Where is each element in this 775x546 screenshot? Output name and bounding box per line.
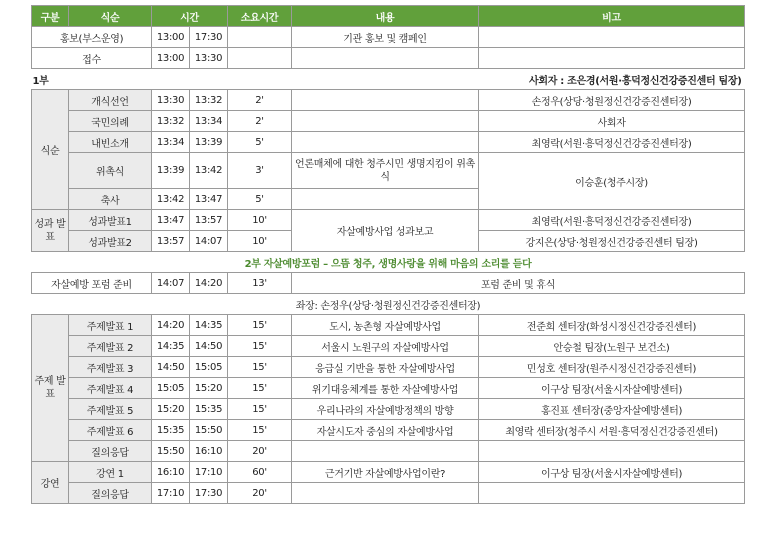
- start-time: 17:10: [152, 483, 190, 504]
- note-cell: 사회자: [479, 111, 745, 132]
- content-cell: [292, 111, 479, 132]
- row-label: 접수: [32, 48, 152, 69]
- header-row: [32, 6, 745, 27]
- content-cell: 언론매체에 대한 청주시민 생명지킴이 위촉식: [292, 153, 479, 189]
- table-row: [32, 210, 745, 231]
- duration-cell: [228, 48, 292, 69]
- content-cell: 서울시 노원구의 자살예방사업: [292, 336, 479, 357]
- start-time: 15:05: [152, 378, 190, 399]
- duration-cell: 2': [228, 90, 292, 111]
- content-cell: 자살예방사업 성과보고: [292, 210, 479, 252]
- end-time: 13:57: [190, 210, 228, 231]
- table-row: [32, 483, 745, 504]
- header-content: 내용: [292, 6, 479, 27]
- content-cell: [292, 483, 479, 504]
- part1-label: 1부: [32, 69, 152, 90]
- header-time: 시간: [152, 6, 228, 27]
- end-time: 14:35: [190, 315, 228, 336]
- row-label: 자살예방 포럼 준비: [32, 273, 152, 294]
- item-cell: 위촉식: [69, 153, 152, 189]
- duration-cell: 10': [228, 231, 292, 252]
- duration-cell: 20': [228, 441, 292, 462]
- start-time: 14:07: [152, 273, 190, 294]
- end-time: 13:42: [190, 153, 228, 189]
- table-row: [32, 48, 745, 69]
- part1-moderator: 사회자 : 조은경(서원·흥덕정신건강증진센터 팀장): [152, 69, 745, 90]
- note-cell: 최영락(서원·흥덕정신건강증진센터장): [479, 132, 745, 153]
- item-cell: 내빈소개: [69, 132, 152, 153]
- item-cell: 질의응답: [69, 483, 152, 504]
- start-time: 13:32: [152, 111, 190, 132]
- end-time: 17:10: [190, 462, 228, 483]
- item-cell: 성과발표1: [69, 210, 152, 231]
- content-cell: 포럼 준비 및 휴식: [292, 273, 745, 294]
- start-time: 13:30: [152, 90, 190, 111]
- item-cell: 주제발표 3: [69, 357, 152, 378]
- start-time: 14:35: [152, 336, 190, 357]
- start-time: 13:00: [152, 48, 190, 69]
- table-row: [32, 378, 745, 399]
- note-cell: [479, 48, 745, 69]
- item-cell: 강연 1: [69, 462, 152, 483]
- end-time: 15:35: [190, 399, 228, 420]
- note-cell: 이구상 팀장(서울시자살예방센터): [479, 378, 745, 399]
- note-cell: 이구상 팀장(서울시자살예방센터): [479, 462, 745, 483]
- start-time: 15:35: [152, 420, 190, 441]
- item-cell: 축사: [69, 189, 152, 210]
- end-time: 13:32: [190, 90, 228, 111]
- header-duration: 소요시간: [228, 6, 292, 27]
- table-row: [32, 357, 745, 378]
- table-row: [32, 153, 745, 189]
- content-cell: 자살시도자 중심의 자살예방사업: [292, 420, 479, 441]
- end-time: 17:30: [190, 483, 228, 504]
- content-cell: [292, 441, 479, 462]
- table-row: [32, 441, 745, 462]
- note-cell: 최영락(서원·흥덕정신건강증진센터장): [479, 210, 745, 231]
- note-cell: 손정우(상당·청원정신건강증진센터장): [479, 90, 745, 111]
- note-cell: 이승훈(청주시장): [479, 153, 745, 210]
- duration-cell: 13': [228, 273, 292, 294]
- table-row: [32, 315, 745, 336]
- part1-header-row: [32, 69, 745, 90]
- start-time: 13:00: [152, 27, 190, 48]
- content-cell: 도시, 농촌형 자살예방사업: [292, 315, 479, 336]
- duration-cell: 10': [228, 210, 292, 231]
- item-cell: 국민의례: [69, 111, 152, 132]
- start-time: 13:47: [152, 210, 190, 231]
- table-row: [32, 420, 745, 441]
- end-time: 13:39: [190, 132, 228, 153]
- end-time: 13:30: [190, 48, 228, 69]
- table-row: [32, 273, 745, 294]
- start-time: 14:20: [152, 315, 190, 336]
- end-time: 15:05: [190, 357, 228, 378]
- row-label: 홍보(부스운영): [32, 27, 152, 48]
- duration-cell: 15': [228, 420, 292, 441]
- start-time: 14:50: [152, 357, 190, 378]
- note-cell: 강지은(상당·청원정신건강증진센터 팀장): [479, 231, 745, 252]
- duration-cell: 60': [228, 462, 292, 483]
- duration-cell: 3': [228, 153, 292, 189]
- item-cell: 개식선언: [69, 90, 152, 111]
- content-cell: [292, 90, 479, 111]
- duration-cell: 5': [228, 189, 292, 210]
- end-time: 14:07: [190, 231, 228, 252]
- content-cell: 위기대응체계를 통한 자살예방사업: [292, 378, 479, 399]
- content-cell: 근거기반 자살예방사업이란?: [292, 462, 479, 483]
- content-cell: 응급실 기반을 통한 자살예방사업: [292, 357, 479, 378]
- content-cell: 기관 홍보 및 캠페인: [292, 27, 479, 48]
- end-time: 14:20: [190, 273, 228, 294]
- end-time: 13:47: [190, 189, 228, 210]
- note-cell: [479, 27, 745, 48]
- content-cell: [292, 132, 479, 153]
- category-cell: 주제 발표: [32, 315, 69, 462]
- duration-cell: 15': [228, 315, 292, 336]
- note-cell: 홍진표 센터장(중앙자살예방센터): [479, 399, 745, 420]
- item-cell: 주제발표 5: [69, 399, 152, 420]
- part2-title-row: [32, 252, 745, 273]
- start-time: 13:39: [152, 153, 190, 189]
- header-category: 구분: [32, 6, 69, 27]
- part2-title: 2부 자살예방포럼 – 으뜸 청주, 생명사랑을 위해 마음의 소리를 듣다: [32, 252, 745, 273]
- duration-cell: 15': [228, 336, 292, 357]
- item-cell: 주제발표 4: [69, 378, 152, 399]
- duration-cell: 15': [228, 378, 292, 399]
- chair-row: [32, 294, 745, 315]
- table-row: [32, 336, 745, 357]
- table-row: [32, 462, 745, 483]
- item-cell: 주제발표 6: [69, 420, 152, 441]
- start-time: 13:57: [152, 231, 190, 252]
- table-row: [32, 111, 745, 132]
- duration-cell: 5': [228, 132, 292, 153]
- start-time: 15:20: [152, 399, 190, 420]
- end-time: 16:10: [190, 441, 228, 462]
- table-row: [32, 399, 745, 420]
- content-cell: 우리나라의 자살예방정책의 방향: [292, 399, 479, 420]
- start-time: 13:34: [152, 132, 190, 153]
- duration-cell: 15': [228, 357, 292, 378]
- end-time: 13:34: [190, 111, 228, 132]
- note-cell: [479, 441, 745, 462]
- item-cell: 성과발표2: [69, 231, 152, 252]
- duration-cell: [228, 27, 292, 48]
- end-time: 17:30: [190, 27, 228, 48]
- end-time: 14:50: [190, 336, 228, 357]
- item-cell: 주제발표 2: [69, 336, 152, 357]
- category-cell: 강연: [32, 462, 69, 504]
- note-cell: 전준희 센터장(화성시정신건강증진센터): [479, 315, 745, 336]
- note-cell: [479, 483, 745, 504]
- note-cell: 안승철 팀장(노원구 보건소): [479, 336, 745, 357]
- note-cell: 최영락 센터장(청주시 서원·흥덕정신건강증진센터): [479, 420, 745, 441]
- note-cell: 민성호 센터장(원주시정신건강증진센터): [479, 357, 745, 378]
- start-time: 13:42: [152, 189, 190, 210]
- content-cell: [292, 189, 479, 210]
- table-row: [32, 90, 745, 111]
- end-time: 15:50: [190, 420, 228, 441]
- start-time: 15:50: [152, 441, 190, 462]
- part2-chair: 좌장: 손정우(상당·청원정신건강증진센터장): [32, 294, 745, 315]
- category-cell: 성과 발표: [32, 210, 69, 252]
- duration-cell: 20': [228, 483, 292, 504]
- end-time: 15:20: [190, 378, 228, 399]
- content-cell: [292, 48, 479, 69]
- duration-cell: 15': [228, 399, 292, 420]
- category-cell: 식순: [32, 90, 69, 210]
- table-row: [32, 27, 745, 48]
- start-time: 16:10: [152, 462, 190, 483]
- item-cell: 주제발표 1: [69, 315, 152, 336]
- header-note: 비고: [479, 6, 745, 27]
- item-cell: 질의응답: [69, 441, 152, 462]
- duration-cell: 2': [228, 111, 292, 132]
- program-schedule-table: [31, 5, 745, 504]
- header-order: 식순: [69, 6, 152, 27]
- table-row: [32, 132, 745, 153]
